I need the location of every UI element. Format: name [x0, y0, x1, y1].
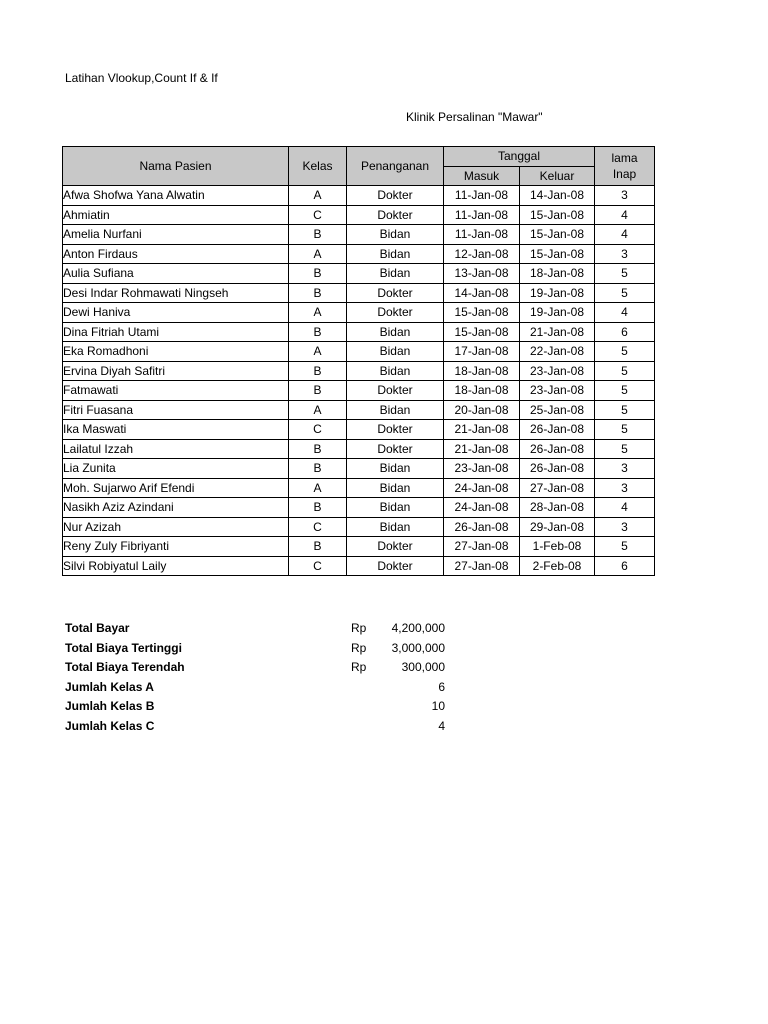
cell-lama-inap: 5: [595, 420, 655, 440]
cell-penanganan: Dokter: [347, 537, 444, 557]
summary-currency: Rp: [351, 621, 367, 635]
cell-keluar: 15-Jan-08: [520, 244, 595, 264]
table-row: [63, 186, 655, 206]
cell-penanganan: Dokter: [347, 186, 444, 206]
cell-lama-inap: 4: [595, 498, 655, 518]
table-row: [63, 264, 655, 284]
summary-label: Total Biaya Tertinggi: [65, 640, 182, 655]
summary-row: [65, 680, 445, 700]
cell-lama-inap: 6: [595, 556, 655, 576]
cell-masuk: 27-Jan-08: [444, 556, 520, 576]
cell-kelas: A: [289, 303, 347, 323]
cell-keluar: 28-Jan-08: [520, 498, 595, 518]
cell-nama-pasien: Amelia Nurfani: [63, 225, 289, 245]
cell-lama-inap: 5: [595, 537, 655, 557]
cell-kelas: C: [289, 420, 347, 440]
cell-masuk: 11-Jan-08: [444, 225, 520, 245]
summary-value: 300,000: [401, 660, 445, 675]
cell-penanganan: Dokter: [347, 420, 444, 440]
cell-nama-pasien: Eka Romadhoni: [63, 342, 289, 362]
cell-keluar: 1-Feb-08: [520, 537, 595, 557]
summary-value: 6: [438, 679, 445, 694]
summary-row: [65, 621, 445, 641]
cell-masuk: 15-Jan-08: [444, 322, 520, 342]
cell-keluar: 26-Jan-08: [520, 459, 595, 479]
cell-masuk: 13-Jan-08: [444, 264, 520, 284]
cell-keluar: 18-Jan-08: [520, 264, 595, 284]
cell-keluar: 26-Jan-08: [520, 439, 595, 459]
cell-nama-pasien: Moh. Sujarwo Arif Efendi: [63, 478, 289, 498]
cell-lama-inap: 3: [595, 478, 655, 498]
cell-kelas: B: [289, 322, 347, 342]
cell-lama-inap: 5: [595, 264, 655, 284]
cell-lama-inap: 3: [595, 517, 655, 537]
summary-section: [65, 621, 445, 739]
cell-penanganan: Dokter: [347, 439, 444, 459]
cell-lama-inap: 5: [595, 400, 655, 420]
table-row: [63, 342, 655, 362]
cell-keluar: 27-Jan-08: [520, 478, 595, 498]
header-penanganan: Penanganan: [347, 147, 444, 186]
summary-value: 4,200,000: [391, 621, 445, 635]
summary-currency: Rp: [351, 660, 367, 675]
cell-keluar: 19-Jan-08: [520, 303, 595, 323]
table-row: [63, 420, 655, 440]
cell-nama-pasien: Dina Fitriah Utami: [63, 322, 289, 342]
cell-masuk: 17-Jan-08: [444, 342, 520, 362]
cell-kelas: A: [289, 478, 347, 498]
patients-table-body: [63, 186, 655, 576]
header-nama-pasien: Nama Pasien: [63, 147, 289, 186]
cell-lama-inap: 5: [595, 361, 655, 381]
cell-penanganan: Dokter: [347, 381, 444, 401]
table-row: [63, 322, 655, 342]
cell-keluar: 26-Jan-08: [520, 420, 595, 440]
patients-table: [62, 146, 655, 576]
summary-label: Jumlah Kelas A: [65, 679, 154, 694]
header-tanggal: Tanggal: [444, 147, 595, 167]
cell-kelas: C: [289, 556, 347, 576]
cell-penanganan: Dokter: [347, 205, 444, 225]
summary-label: Jumlah Kelas C: [65, 718, 155, 733]
cell-penanganan: Dokter: [347, 556, 444, 576]
cell-lama-inap: 4: [595, 225, 655, 245]
cell-lama-inap: 6: [595, 322, 655, 342]
cell-lama-inap: 4: [595, 205, 655, 225]
cell-masuk: 26-Jan-08: [444, 517, 520, 537]
table-row: [63, 303, 655, 323]
cell-kelas: B: [289, 439, 347, 459]
cell-nama-pasien: Anton Firdaus: [63, 244, 289, 264]
header-kelas: Kelas: [289, 147, 347, 186]
cell-nama-pasien: Lia Zunita: [63, 459, 289, 479]
cell-penanganan: Bidan: [347, 478, 444, 498]
table-row: [63, 244, 655, 264]
cell-nama-pasien: Nasikh Aziz Azindani: [63, 498, 289, 518]
table-row: [63, 205, 655, 225]
cell-masuk: 27-Jan-08: [444, 537, 520, 557]
cell-kelas: B: [289, 459, 347, 479]
summary-value: 4: [438, 718, 445, 733]
summary-row: [65, 660, 445, 680]
cell-nama-pasien: Nur Azizah: [63, 517, 289, 537]
table-row: [63, 225, 655, 245]
cell-nama-pasien: Fitri Fuasana: [63, 400, 289, 420]
cell-nama-pasien: Fatmawati: [63, 381, 289, 401]
cell-masuk: 18-Jan-08: [444, 361, 520, 381]
summary-row: [65, 699, 445, 719]
header-row-top: [63, 147, 655, 167]
cell-keluar: 23-Jan-08: [520, 361, 595, 381]
cell-kelas: B: [289, 283, 347, 303]
cell-penanganan: Bidan: [347, 322, 444, 342]
summary-label: Jumlah Kelas B: [65, 699, 155, 714]
cell-nama-pasien: Lailatul Izzah: [63, 439, 289, 459]
cell-kelas: C: [289, 205, 347, 225]
summary-value: 3,000,000: [391, 640, 445, 655]
cell-penanganan: Bidan: [347, 244, 444, 264]
header-keluar: Keluar: [520, 166, 595, 186]
cell-masuk: 15-Jan-08: [444, 303, 520, 323]
table-row: [63, 439, 655, 459]
cell-kelas: B: [289, 498, 347, 518]
summary-label: Total Biaya Terendah: [65, 660, 185, 675]
table-row: [63, 537, 655, 557]
summary-row: [65, 719, 445, 739]
cell-penanganan: Bidan: [347, 264, 444, 284]
table-row: [63, 498, 655, 518]
cell-nama-pasien: Reny Zuly Fibriyanti: [63, 537, 289, 557]
cell-penanganan: Bidan: [347, 361, 444, 381]
cell-penanganan: Bidan: [347, 517, 444, 537]
cell-keluar: 15-Jan-08: [520, 225, 595, 245]
clinic-title: Klinik Persalinan "Mawar": [406, 110, 543, 124]
cell-nama-pasien: Ahmiatin: [63, 205, 289, 225]
cell-kelas: B: [289, 361, 347, 381]
cell-nama-pasien: Afwa Shofwa Yana Alwatin: [63, 186, 289, 206]
cell-kelas: A: [289, 400, 347, 420]
cell-keluar: 21-Jan-08: [520, 322, 595, 342]
summary-value: 10: [431, 699, 445, 714]
cell-masuk: 18-Jan-08: [444, 381, 520, 401]
cell-masuk: 24-Jan-08: [444, 478, 520, 498]
cell-masuk: 11-Jan-08: [444, 205, 520, 225]
cell-kelas: B: [289, 225, 347, 245]
cell-lama-inap: 5: [595, 342, 655, 362]
cell-keluar: 19-Jan-08: [520, 283, 595, 303]
cell-masuk: 23-Jan-08: [444, 459, 520, 479]
cell-nama-pasien: Aulia Sufiana: [63, 264, 289, 284]
cell-lama-inap: 5: [595, 283, 655, 303]
table-row: [63, 459, 655, 479]
table-row: [63, 478, 655, 498]
cell-lama-inap: 3: [595, 459, 655, 479]
cell-masuk: 20-Jan-08: [444, 400, 520, 420]
cell-keluar: 29-Jan-08: [520, 517, 595, 537]
cell-kelas: B: [289, 264, 347, 284]
cell-keluar: 25-Jan-08: [520, 400, 595, 420]
cell-masuk: 21-Jan-08: [444, 439, 520, 459]
cell-kelas: A: [289, 342, 347, 362]
cell-kelas: A: [289, 186, 347, 206]
header-masuk: Masuk: [444, 166, 520, 186]
cell-masuk: 21-Jan-08: [444, 420, 520, 440]
cell-penanganan: Bidan: [347, 342, 444, 362]
table-row: [63, 381, 655, 401]
summary-row: [65, 641, 445, 661]
cell-nama-pasien: Ika Maswati: [63, 420, 289, 440]
table-row: [63, 283, 655, 303]
cell-nama-pasien: Desi Indar Rohmawati Ningseh: [63, 283, 289, 303]
cell-kelas: A: [289, 244, 347, 264]
table-row: [63, 361, 655, 381]
cell-lama-inap: 5: [595, 381, 655, 401]
cell-kelas: B: [289, 381, 347, 401]
cell-lama-inap: 4: [595, 303, 655, 323]
cell-masuk: 11-Jan-08: [444, 186, 520, 206]
cell-penanganan: Bidan: [347, 498, 444, 518]
summary-currency: Rp: [351, 640, 367, 655]
cell-keluar: 14-Jan-08: [520, 186, 595, 206]
document-title: Latihan Vlookup,Count If & If: [65, 71, 218, 85]
table-row: [63, 517, 655, 537]
cell-penanganan: Bidan: [347, 459, 444, 479]
cell-masuk: 24-Jan-08: [444, 498, 520, 518]
cell-nama-pasien: Ervina Diyah Safitri: [63, 361, 289, 381]
header-lama-inap: [595, 147, 655, 186]
cell-nama-pasien: Dewi Haniva: [63, 303, 289, 323]
cell-penanganan: Bidan: [347, 225, 444, 245]
cell-kelas: C: [289, 517, 347, 537]
cell-lama-inap: 3: [595, 244, 655, 264]
cell-masuk: 12-Jan-08: [444, 244, 520, 264]
cell-masuk: 14-Jan-08: [444, 283, 520, 303]
cell-keluar: 15-Jan-08: [520, 205, 595, 225]
cell-keluar: 22-Jan-08: [520, 342, 595, 362]
cell-penanganan: Dokter: [347, 303, 444, 323]
table-row: [63, 556, 655, 576]
cell-nama-pasien: Silvi Robiyatul Laily: [63, 556, 289, 576]
header-lama-inap-label: lama Inap: [611, 151, 638, 181]
cell-penanganan: Dokter: [347, 283, 444, 303]
cell-penanganan: Bidan: [347, 400, 444, 420]
cell-kelas: B: [289, 537, 347, 557]
cell-lama-inap: 3: [595, 186, 655, 206]
cell-keluar: 2-Feb-08: [520, 556, 595, 576]
table-row: [63, 400, 655, 420]
summary-label: Total Bayar: [65, 621, 130, 635]
cell-lama-inap: 5: [595, 439, 655, 459]
cell-keluar: 23-Jan-08: [520, 381, 595, 401]
